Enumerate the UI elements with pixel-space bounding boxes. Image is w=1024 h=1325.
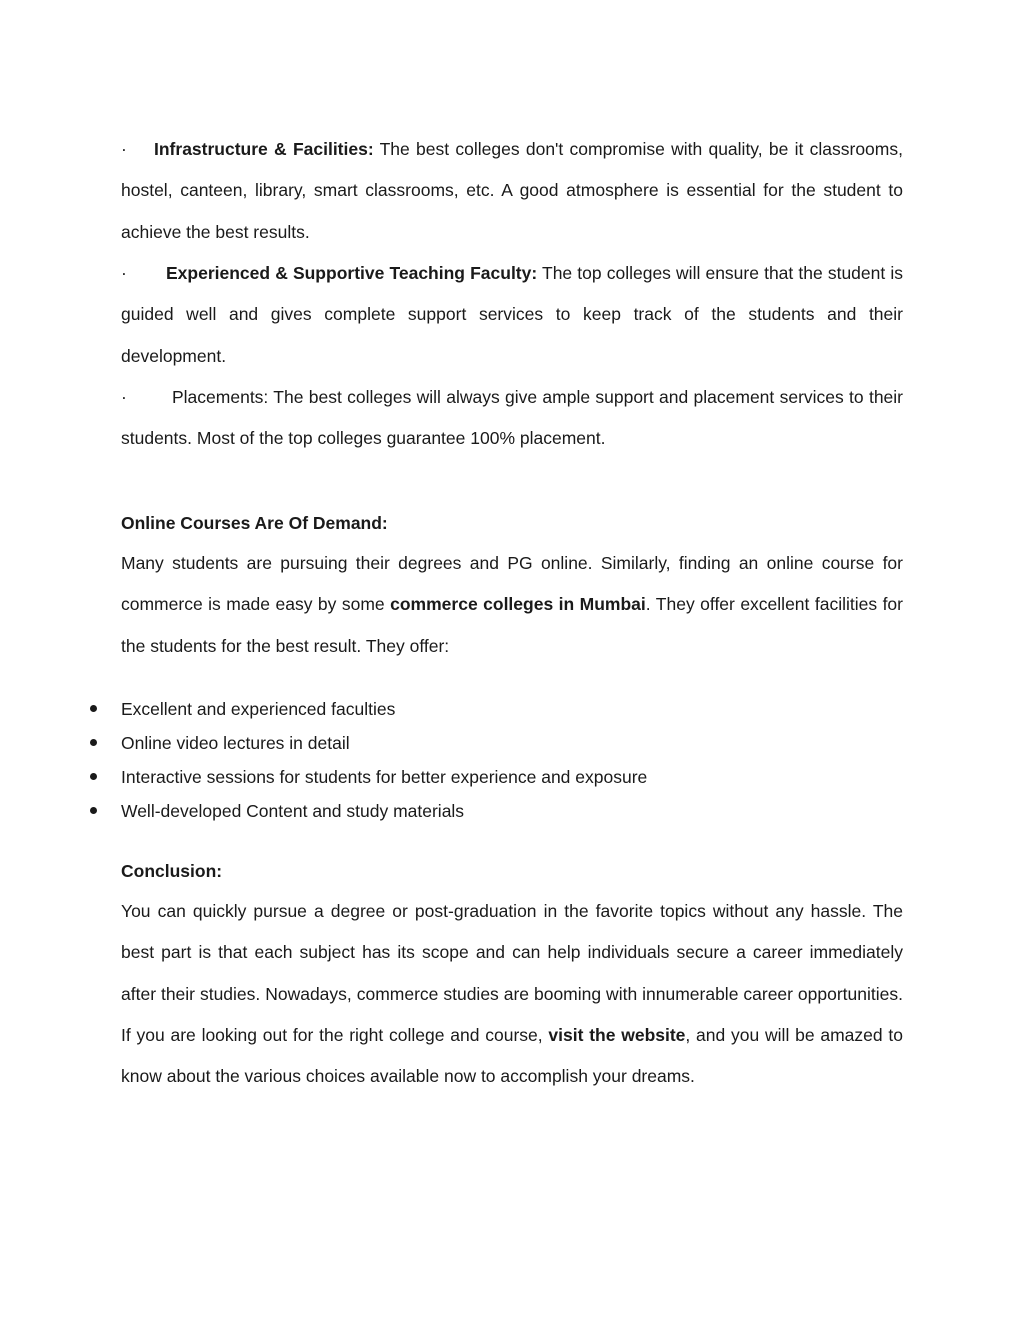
placements-paragraph: [121, 377, 903, 460]
list-marker: ·: [121, 139, 127, 159]
list-item: Online video lectures in detail: [121, 726, 903, 760]
offerings-list: [121, 692, 903, 828]
bullet-icon: [90, 739, 97, 746]
commerce-colleges-link-text: commerce colleges in Mumbai: [390, 594, 646, 615]
bullet-icon: [90, 807, 97, 814]
visit-website-text: visit the website: [548, 1024, 686, 1045]
faculty-paragraph: [121, 253, 903, 377]
list-marker: ·: [121, 387, 127, 407]
conclusion-text-a: You can quickly pursue a degree or post-graduation in the favorite topics without any hassle. The best part is that each subject has its scope and can help individuals secure a career immediately after their studies. Nowadays, commerce studies are booming with innumerable career opportunities. If you are looking out for the right college and course,: [121, 901, 903, 1045]
list-item: Excellent and experienced faculties: [121, 692, 903, 726]
conclusion-text-b: , and you will be amazed to know about the various choices available now to accomplish your dreams.: [121, 1024, 903, 1087]
faculty-label: Experienced & Supportive Teaching Faculty:: [166, 263, 538, 283]
bullet-icon: [90, 705, 97, 712]
online-courses-heading: Online Courses Are Of Demand:: [121, 513, 388, 533]
online-text-a: Many students are pursuing their degrees and PG online. Similarly, finding an online course for commerce is made easy by some: [121, 553, 903, 615]
list-item: Well-developed Content and study materials: [121, 794, 903, 828]
online-text-b: . They offer excellent facilities for the students for the best result. They offer:: [121, 594, 903, 656]
conclusion-heading: Conclusion:: [121, 861, 223, 881]
conclusion-paragraph: [121, 891, 903, 1097]
faculty-text: The top colleges will ensure that the student is guided well and gives complete support services to keep track of the students and their development.: [121, 263, 903, 366]
list-item: Interactive sessions for students for better experience and exposure: [121, 760, 903, 794]
infrastructure-text: The best colleges don't compromise with quality, be it classrooms, hostel, canteen, library, smart classrooms, etc. A good atmosphere is essential for the student to achieve the best results.: [121, 139, 903, 242]
bullet-icon: [90, 773, 97, 780]
online-courses-paragraph: [121, 543, 903, 667]
infrastructure-paragraph: [121, 129, 903, 253]
infrastructure-label: Infrastructure & Facilities:: [154, 139, 374, 159]
list-marker: ·: [121, 263, 127, 283]
placements-text: Placements: The best colleges will always give ample support and placement services to their students. Most of the top colleges guarantee 100% placement.: [121, 387, 903, 449]
